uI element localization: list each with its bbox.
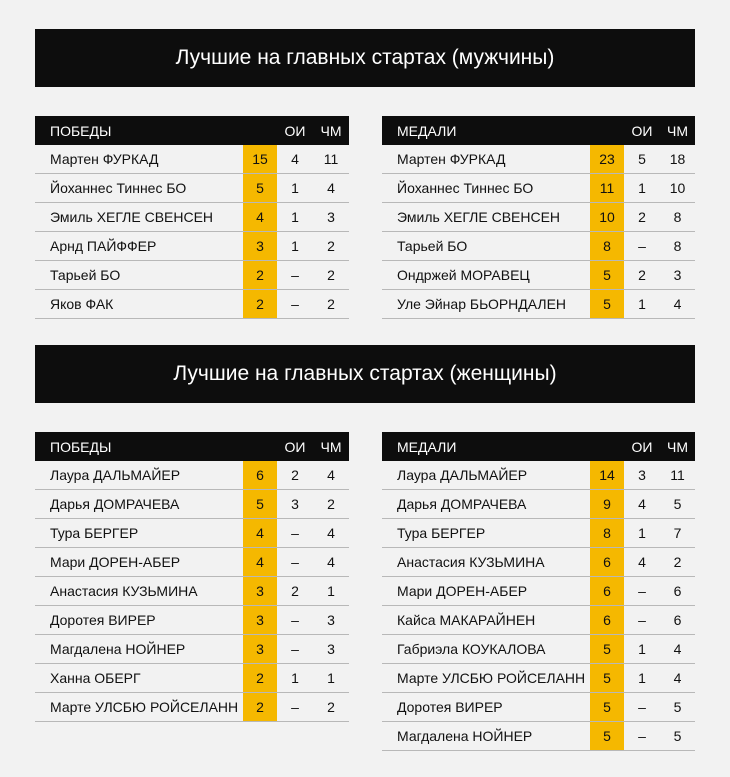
table-row [382, 722, 695, 751]
table-row [35, 519, 349, 548]
athlete-name: Тарьей БО [35, 261, 243, 290]
total-count: 15 [243, 145, 277, 174]
table-row [382, 203, 695, 232]
total-count: 5 [590, 635, 624, 664]
athlete-name: Марте УЛСБЮ РОЙСЕЛАНН [382, 664, 590, 693]
header-row [382, 432, 695, 461]
chm-count: 3 [313, 635, 349, 664]
table-row [382, 664, 695, 693]
athlete-name: Ондржей МОРАВЕЦ [382, 261, 590, 290]
total-count: 3 [243, 606, 277, 635]
total-count: 3 [243, 232, 277, 261]
athlete-name: Ханна ОБЕРГ [35, 664, 243, 693]
table-row [35, 290, 349, 319]
total-count: 5 [590, 722, 624, 751]
oi-count: 1 [624, 174, 660, 203]
chm-count: 1 [313, 577, 349, 606]
table-row [382, 461, 695, 490]
chm-count: 10 [660, 174, 695, 203]
header-oi: ОИ [277, 432, 313, 461]
chm-count: 4 [313, 548, 349, 577]
table-row [382, 548, 695, 577]
header-chm: ЧМ [660, 116, 695, 145]
table-row [382, 290, 695, 319]
athlete-name: Йоханнес Тиннес БО [35, 174, 243, 203]
chm-count: 5 [660, 722, 695, 751]
table-row [35, 261, 349, 290]
chm-count: 2 [313, 261, 349, 290]
oi-count: – [277, 606, 313, 635]
table-row [382, 519, 695, 548]
athlete-name: Дарья ДОМРАЧЕВА [382, 490, 590, 519]
header-total [590, 432, 624, 461]
athlete-name: Эмиль ХЕГЛЕ СВЕНСЕН [35, 203, 243, 232]
total-count: 3 [243, 635, 277, 664]
athlete-name: Мари ДОРЕН-АБЕР [35, 548, 243, 577]
header-name: ПОБЕДЫ [35, 432, 243, 461]
header-total [590, 116, 624, 145]
oi-count: 1 [277, 664, 313, 693]
chm-count: 4 [660, 635, 695, 664]
chm-count: 3 [660, 261, 695, 290]
table-row [382, 577, 695, 606]
athlete-name: Яков ФАК [35, 290, 243, 319]
oi-count: 2 [277, 461, 313, 490]
table-row [35, 548, 349, 577]
men-medals-table [382, 116, 695, 319]
chm-count: 2 [660, 548, 695, 577]
athlete-name: Магдалена НОЙНЕР [35, 635, 243, 664]
total-count: 14 [590, 461, 624, 490]
chm-count: 2 [313, 693, 349, 722]
table-row [35, 145, 349, 174]
table-row [35, 203, 349, 232]
header-oi: ОИ [624, 432, 660, 461]
table-row [382, 635, 695, 664]
athlete-name: Арнд ПАЙФФЕР [35, 232, 243, 261]
chm-count: 1 [313, 664, 349, 693]
total-count: 6 [590, 548, 624, 577]
chm-count: 18 [660, 145, 695, 174]
header-chm: ЧМ [313, 116, 349, 145]
women-wins-table [35, 432, 349, 722]
total-count: 8 [590, 232, 624, 261]
table-row [35, 693, 349, 722]
chm-count: 2 [313, 490, 349, 519]
oi-count: 1 [624, 664, 660, 693]
table-row [35, 664, 349, 693]
table-row [382, 490, 695, 519]
total-count: 2 [243, 693, 277, 722]
chm-count: 4 [313, 174, 349, 203]
oi-count: 1 [624, 290, 660, 319]
athlete-name: Доротея ВИРЕР [382, 693, 590, 722]
total-count: 6 [590, 577, 624, 606]
chm-count: 8 [660, 203, 695, 232]
header-name: МЕДАЛИ [382, 432, 590, 461]
oi-count: – [624, 232, 660, 261]
chm-count: 8 [660, 232, 695, 261]
athlete-name: Тарьей БО [382, 232, 590, 261]
chm-count: 4 [660, 290, 695, 319]
table-row [35, 232, 349, 261]
total-count: 5 [243, 490, 277, 519]
athlete-name: Тура БЕРГЕР [382, 519, 590, 548]
table-row [35, 606, 349, 635]
total-count: 11 [590, 174, 624, 203]
table-row [35, 635, 349, 664]
header-oi: ОИ [277, 116, 313, 145]
oi-count: 1 [277, 232, 313, 261]
athlete-name: Лаура ДАЛЬМАЙЕР [35, 461, 243, 490]
athlete-name: Лаура ДАЛЬМАЙЕР [382, 461, 590, 490]
athlete-name: Марте УЛСБЮ РОЙСЕЛАНН [35, 693, 243, 722]
oi-count: – [624, 606, 660, 635]
oi-count: 4 [624, 548, 660, 577]
chm-count: 5 [660, 693, 695, 722]
oi-count: – [624, 577, 660, 606]
total-count: 5 [243, 174, 277, 203]
table-row [35, 174, 349, 203]
chm-count: 6 [660, 577, 695, 606]
oi-count: 3 [277, 490, 313, 519]
women-section-title: Лучшие на главных стартах (женщины) [35, 345, 695, 403]
athlete-name: Мартен ФУРКАД [35, 145, 243, 174]
header-oi: ОИ [624, 116, 660, 145]
athlete-name: Мартен ФУРКАД [382, 145, 590, 174]
chm-count: 3 [313, 606, 349, 635]
header-chm: ЧМ [660, 432, 695, 461]
oi-count: 1 [277, 174, 313, 203]
total-count: 5 [590, 261, 624, 290]
total-count: 6 [243, 461, 277, 490]
men-wins-table [35, 116, 349, 319]
chm-count: 4 [313, 519, 349, 548]
oi-count: 5 [624, 145, 660, 174]
athlete-name: Габриэла КОУКАЛОВА [382, 635, 590, 664]
athlete-name: Магдалена НОЙНЕР [382, 722, 590, 751]
header-row [35, 432, 349, 461]
table-row [382, 261, 695, 290]
total-count: 23 [590, 145, 624, 174]
total-count: 2 [243, 664, 277, 693]
total-count: 3 [243, 577, 277, 606]
oi-count: – [624, 693, 660, 722]
total-count: 2 [243, 290, 277, 319]
oi-count: – [277, 548, 313, 577]
athlete-name: Анастасия КУЗЬМИНА [35, 577, 243, 606]
total-count: 5 [590, 290, 624, 319]
table-row [35, 461, 349, 490]
oi-count: 1 [277, 203, 313, 232]
women-medals-table [382, 432, 695, 751]
oi-count: – [624, 722, 660, 751]
oi-count: – [277, 261, 313, 290]
total-count: 4 [243, 548, 277, 577]
oi-count: – [277, 635, 313, 664]
total-count: 5 [590, 664, 624, 693]
header-row [35, 116, 349, 145]
chm-count: 3 [313, 203, 349, 232]
athlete-name: Эмиль ХЕГЛЕ СВЕНСЕН [382, 203, 590, 232]
athlete-name: Йоханнес Тиннес БО [382, 174, 590, 203]
total-count: 6 [590, 606, 624, 635]
header-name: МЕДАЛИ [382, 116, 590, 145]
chm-count: 11 [313, 145, 349, 174]
oi-count: 2 [277, 577, 313, 606]
men-section-title: Лучшие на главных стартах (мужчины) [35, 29, 695, 87]
header-total [243, 432, 277, 461]
athlete-name: Мари ДОРЕН-АБЕР [382, 577, 590, 606]
header-chm: ЧМ [313, 432, 349, 461]
athlete-name: Анастасия КУЗЬМИНА [382, 548, 590, 577]
oi-count: – [277, 519, 313, 548]
total-count: 9 [590, 490, 624, 519]
chm-count: 5 [660, 490, 695, 519]
chm-count: 2 [313, 232, 349, 261]
table-row [35, 490, 349, 519]
oi-count: 1 [624, 519, 660, 548]
oi-count: 4 [624, 490, 660, 519]
header-total [243, 116, 277, 145]
table-row [35, 577, 349, 606]
table-row [382, 232, 695, 261]
table-row [382, 606, 695, 635]
chm-count: 4 [313, 461, 349, 490]
chm-count: 11 [660, 461, 695, 490]
chm-count: 7 [660, 519, 695, 548]
athlete-name: Дарья ДОМРАЧЕВА [35, 490, 243, 519]
table-row [382, 145, 695, 174]
header-row [382, 116, 695, 145]
athlete-name: Кайса МАКАРАЙНЕН [382, 606, 590, 635]
oi-count: 1 [624, 635, 660, 664]
oi-count: – [277, 693, 313, 722]
total-count: 5 [590, 693, 624, 722]
total-count: 4 [243, 519, 277, 548]
total-count: 2 [243, 261, 277, 290]
athlete-name: Доротея ВИРЕР [35, 606, 243, 635]
chm-count: 6 [660, 606, 695, 635]
athlete-name: Уле Эйнар БЬОРНДАЛЕН [382, 290, 590, 319]
athlete-name: Тура БЕРГЕР [35, 519, 243, 548]
oi-count: 2 [624, 203, 660, 232]
oi-count: 4 [277, 145, 313, 174]
oi-count: 2 [624, 261, 660, 290]
header-name: ПОБЕДЫ [35, 116, 243, 145]
total-count: 8 [590, 519, 624, 548]
table-row [382, 174, 695, 203]
chm-count: 4 [660, 664, 695, 693]
table-row [382, 693, 695, 722]
chm-count: 2 [313, 290, 349, 319]
oi-count: 3 [624, 461, 660, 490]
total-count: 4 [243, 203, 277, 232]
oi-count: – [277, 290, 313, 319]
total-count: 10 [590, 203, 624, 232]
